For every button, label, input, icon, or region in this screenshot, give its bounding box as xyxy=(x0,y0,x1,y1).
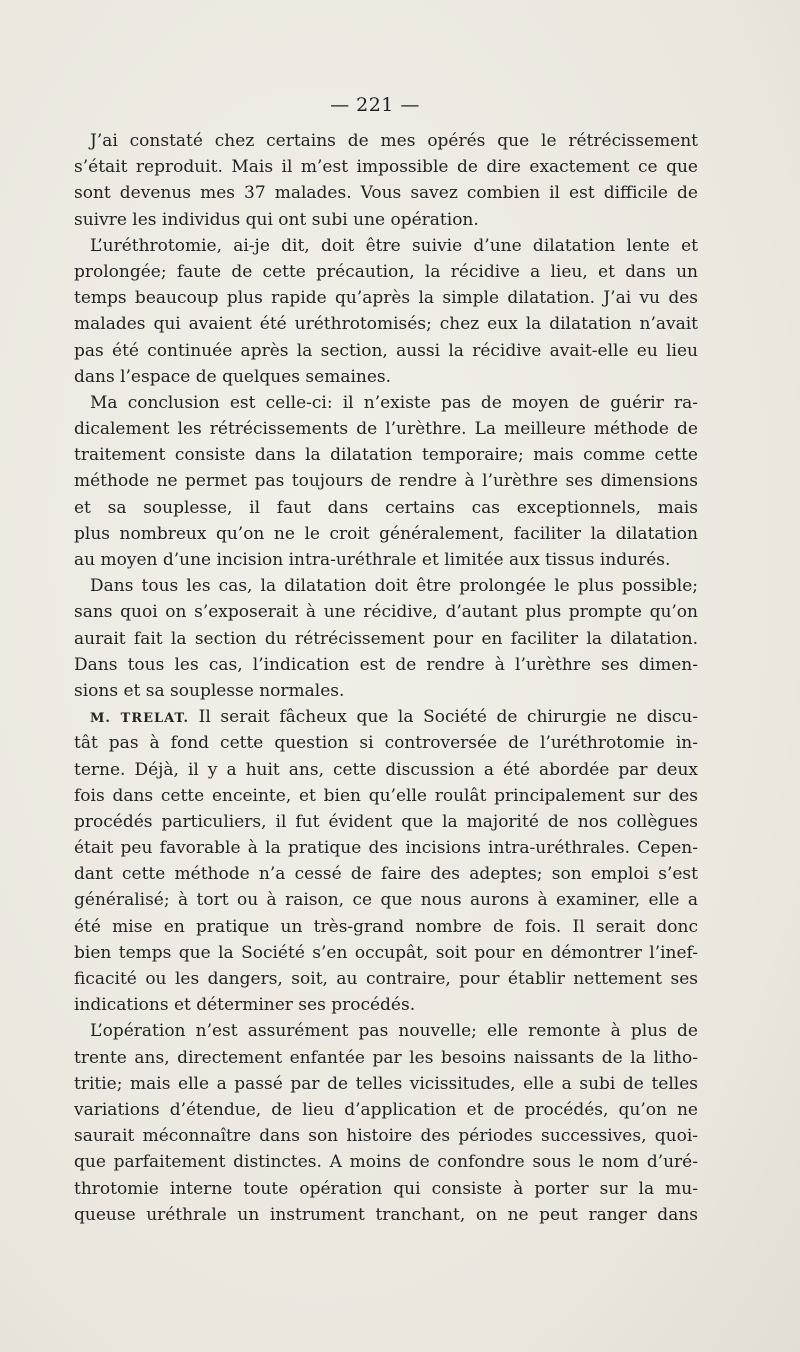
text-line xyxy=(74,207,698,233)
line-text: dicalement les rétrécissements de l’urèthre. La meilleure méthode de xyxy=(74,419,698,440)
line-text: malades qui avaient été uréthrotomisés; chez eux la dilatation n’avait xyxy=(74,314,698,335)
line-text: dans l’espace de quelques semaines. xyxy=(74,366,392,387)
line-text: indications et déterminer ses procédés. xyxy=(74,995,416,1016)
text-line xyxy=(74,966,698,992)
text-line xyxy=(74,285,698,311)
text-line xyxy=(74,128,698,154)
line-text: plus nombreux qu’on ne le croit généralement, faciliter la dilatation xyxy=(74,523,698,544)
text-line xyxy=(74,757,698,783)
body-text xyxy=(74,128,698,1228)
line-text: temps beaucoup plus rapide qu’après la simple dilatation. J’ai vu des xyxy=(74,288,698,309)
line-text: J’ai constaté chez certains de mes opérés que le rétrécissement xyxy=(90,131,698,151)
text-line xyxy=(74,364,698,390)
text-line xyxy=(74,547,698,573)
text-line xyxy=(74,914,698,940)
text-line xyxy=(74,180,698,206)
line-text: au moyen d’une incision intra-uréthrale et limitée aux tissus indurés. xyxy=(74,550,671,570)
line-text: Dans tous les cas, la dilatation doit être prolongée le plus possible; xyxy=(90,576,698,597)
text-line xyxy=(74,1071,698,1097)
line-text: s’était reproduit. Mais il m’est impossible de dire exactement ce que xyxy=(74,157,698,178)
speaker-name: M. TRELAT. xyxy=(90,711,190,727)
line-text: sans quoi on s’exposerait à une récidive, d’autant plus prompte qu’on xyxy=(74,602,698,623)
line-text: trente ans, directement enfantée par les besoins naissants de la litho- xyxy=(74,1047,698,1068)
text-line xyxy=(74,704,698,730)
line-text: Il serait fâcheux que la Société de chirurgie ne discu- xyxy=(189,707,698,728)
line-text: terne. Déjà, il y a huit ans, cette discussion a été abordée par deux xyxy=(74,759,698,780)
text-line xyxy=(74,338,698,364)
line-text: ficacité ou les dangers, soit, au contraire, pour établir nettement ses xyxy=(74,969,698,989)
line-text: Ma conclusion est celle-ci: il n’existe pas de moyen de guérir ra- xyxy=(90,392,698,413)
text-line xyxy=(74,521,698,547)
line-text: que parfaitement distinctes. A moins de confondre sous le nom d’uré- xyxy=(74,1152,698,1173)
text-line xyxy=(74,390,698,416)
line-text: traitement consiste dans la dilatation temporaire; mais comme cette xyxy=(74,445,698,466)
line-text: tât pas à fond cette question si controversée de l’uréthrotomie in- xyxy=(74,733,698,754)
text-line xyxy=(74,678,698,704)
text-line xyxy=(74,783,698,809)
line-text: généralisé; à tort ou à raison, ce que nous aurons à examiner, elle a xyxy=(74,890,698,911)
text-line xyxy=(74,311,698,337)
line-text: saurait méconnaître dans son histoire des périodes successives, quoi- xyxy=(74,1126,698,1147)
text-line xyxy=(74,730,698,756)
line-text: été mise en pratique un très-grand nombre de fois. Il serait donc xyxy=(74,916,698,937)
line-text: throtomie interne toute opération qui consiste à porter sur la mu- xyxy=(74,1178,698,1199)
line-text: aurait fait la section du rétrécissement pour en faciliter la dilatation. xyxy=(74,628,698,649)
text-line xyxy=(74,573,698,599)
text-line xyxy=(74,468,698,494)
text-line xyxy=(74,442,698,468)
text-line xyxy=(74,1176,698,1202)
line-text: procédés particuliers, il fut évident que la majorité de nos collègues xyxy=(74,811,698,832)
text-line xyxy=(74,835,698,861)
text-line xyxy=(74,233,698,259)
text-line xyxy=(74,416,698,442)
line-text: L’uréthrotomie, ai-je dit, doit être suivie d’une dilatation lente et xyxy=(90,235,698,256)
line-text: suivre les individus qui ont subi une opération. xyxy=(74,209,479,230)
text-line xyxy=(74,887,698,913)
line-text: tritie; mais elle a passé par de telles vicissitudes, elle a subi de telles xyxy=(74,1073,698,1094)
line-text: dant cette méthode n’a cessé de faire des adeptes; son emploi s’est xyxy=(74,864,698,885)
text-line xyxy=(74,861,698,887)
text-line xyxy=(74,1149,698,1175)
text-line xyxy=(74,652,698,678)
text-line xyxy=(74,992,698,1018)
line-text: sont devenus mes 37 malades. Vous savez combien il est difficile de xyxy=(74,183,698,204)
line-text: et sa souplesse, il faut dans certains cas exceptionnels, mais xyxy=(74,497,698,518)
text-line xyxy=(74,626,698,652)
text-line xyxy=(74,1123,698,1149)
text-line xyxy=(74,1045,698,1071)
line-text: variations d’étendue, de lieu d’application et de procédés, qu’on ne xyxy=(74,1099,698,1120)
text-line xyxy=(74,940,698,966)
text-line xyxy=(74,809,698,835)
line-text: était peu favorable à la pratique des incisions intra-uréthrales. Cepen- xyxy=(74,838,698,859)
text-line xyxy=(74,1097,698,1123)
line-text: Dans tous les cas, l’indication est de rendre à l’urèthre ses dimen- xyxy=(74,654,698,675)
line-text: prolongée; faute de cette précaution, la récidive a lieu, et dans un xyxy=(74,261,698,282)
line-text: L’opération n’est assurément pas nouvelle; elle remonte à plus de xyxy=(90,1021,698,1042)
text-line xyxy=(74,154,698,180)
text-line xyxy=(74,495,698,521)
line-text: queuse uréthrale un instrument tranchant, on ne peut ranger dans xyxy=(74,1204,698,1225)
text-line xyxy=(74,1018,698,1044)
page-number: — 221 — xyxy=(330,94,420,116)
line-text: sions et sa souplesse normales. xyxy=(74,680,345,701)
line-text: fois dans cette enceinte, et bien qu’elle roulât principalement sur des xyxy=(74,785,698,806)
text-line xyxy=(74,1202,698,1228)
line-text: bien temps que la Société s’en occupât, soit pour en démontrer l’inef- xyxy=(74,942,698,963)
text-line xyxy=(74,259,698,285)
line-text: méthode ne permet pas toujours de rendre à l’urèthre ses dimensions xyxy=(74,471,698,492)
text-line xyxy=(74,599,698,625)
line-text: pas été continuée après la section, aussi la récidive avait-elle eu lieu xyxy=(74,340,698,361)
